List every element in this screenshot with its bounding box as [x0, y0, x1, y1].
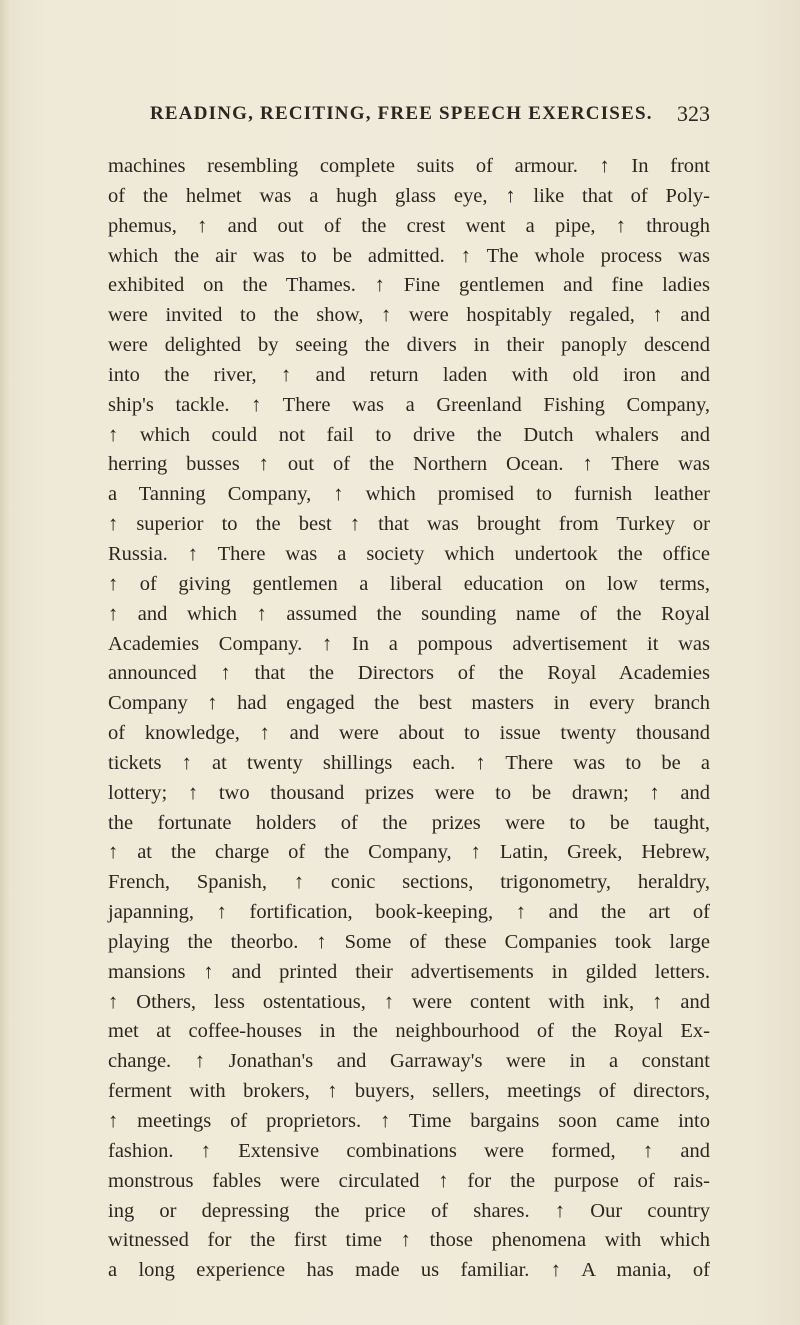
text-line: ↑ of giving gentlemen a liberal education on low terms, [108, 572, 710, 595]
text-line: a Tanning Company, ↑ which promised to furnish leather [108, 483, 710, 506]
text-line: a long experience has made us familiar. ↑ A mania, of [108, 1259, 710, 1282]
text-line: Russia. ↑ There was a society which undertook the office [108, 542, 710, 565]
text-line: mansions ↑ and printed their advertisements in gilded letters. [108, 960, 710, 983]
text-line: announced ↑ that the Directors of the Royal Academies [108, 662, 710, 685]
text-line: herring busses ↑ out of the Northern Ocean. ↑ There was [108, 453, 710, 476]
text-line: met at coffee-houses in the neighbourhood of the Royal Ex- [108, 1020, 710, 1043]
text-line: phemus, ↑ and out of the crest went a pipe, ↑ through [108, 214, 710, 237]
text-line: of the helmet was a hugh glass eye, ↑ like that of Poly- [108, 184, 710, 207]
text-line: Academies Company. ↑ In a pompous advertisement it was [108, 632, 710, 655]
text-line: witnessed for the first time ↑ those phenomena with which [108, 1229, 710, 1252]
text-line: ferment with brokers, ↑ buyers, sellers, meetings of directors, [108, 1080, 710, 1103]
text-line: lottery; ↑ two thousand prizes were to be drawn; ↑ and [108, 781, 710, 804]
text-line: were invited to the show, ↑ were hospitably regaled, ↑ and [108, 304, 710, 327]
text-line: into the river, ↑ and return laden with old iron and [108, 363, 710, 386]
text-line: monstrous fables were circulated ↑ for the purpose of rais- [108, 1169, 710, 1192]
text-line: ↑ superior to the best ↑ that was brought from Turkey or [108, 513, 710, 536]
text-line: exhibited on the Thames. ↑ Fine gentlemen and fine ladies [108, 274, 710, 297]
text-line: machines resembling complete suits of armour. ↑ In front [108, 155, 710, 177]
text-line: japanning, ↑ fortification, book-keeping, ↑ and the art of [108, 901, 710, 924]
page-header [150, 103, 710, 133]
text-line: ↑ Others, less ostentatious, ↑ were content with ink, ↑ and [108, 990, 710, 1013]
text-line: Company ↑ had engaged the best masters in every branch [108, 692, 710, 715]
text-line: ing or depressing the price of shares. ↑ Our country [108, 1199, 710, 1222]
body-text [108, 152, 710, 1286]
text-line: French, Spanish, ↑ conic sections, trigonometry, heraldry, [108, 871, 710, 894]
text-line: which the air was to be admitted. ↑ The whole process was [108, 244, 710, 267]
page-number: 323 [677, 101, 710, 126]
text-line: ↑ meetings of proprietors. ↑ Time bargains soon came into [108, 1110, 710, 1132]
text-line: the fortunate holders of the prizes were to be taught, [108, 811, 710, 834]
text-line: playing the theorbo. ↑ Some of these Companies took large [108, 930, 710, 953]
text-line: tickets ↑ at twenty shillings each. ↑ There was to be a [108, 751, 710, 774]
page-gutter-shadow [0, 0, 10, 1325]
running-head: READING, RECITING, FREE SPEECH EXERCISES. [150, 103, 653, 124]
text-line: of knowledge, ↑ and were about to issue twenty thousand [108, 722, 710, 745]
text-line: fashion. ↑ Extensive combinations were formed, ↑ and [108, 1139, 710, 1162]
text-line: ship's tackle. ↑ There was a Greenland Fishing Company, [108, 393, 710, 416]
text-line: ↑ at the charge of the Company, ↑ Latin, Greek, Hebrew, [108, 841, 710, 864]
text-line: ↑ which could not fail to drive the Dutch whalers and [108, 423, 710, 446]
text-line: ↑ and which ↑ assumed the sounding name of the Royal [108, 602, 710, 625]
text-line: change. ↑ Jonathan's and Garraway's were in a constant [108, 1050, 710, 1073]
text-line: were delighted by seeing the divers in their panoply descend [108, 334, 710, 357]
